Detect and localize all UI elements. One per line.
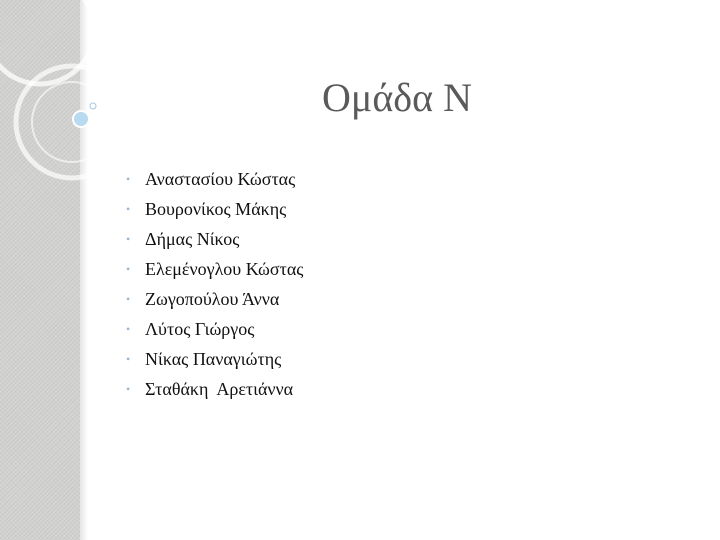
list-item — [126, 254, 303, 284]
blue-bubble-decoration — [73, 111, 89, 127]
list-item-label: Ζωγοπούλου Άννα — [145, 288, 280, 309]
list-item-label: Σταθάκη Αρετιάννα — [145, 378, 294, 399]
list-item — [126, 194, 303, 224]
list-item — [126, 284, 303, 314]
decorative-circles — [0, 0, 130, 240]
bullet-icon: • — [126, 321, 131, 336]
bullet-icon: • — [126, 381, 131, 396]
list-item — [126, 224, 303, 254]
list-item-label: Λύτος Γιώργος — [145, 318, 255, 339]
list-item-label: Αναστασίου Κώστας — [145, 168, 296, 189]
bullet-icon: • — [126, 261, 131, 276]
bullet-icon: • — [126, 291, 131, 306]
list-item — [126, 314, 303, 344]
list-item — [126, 374, 303, 404]
list-item — [126, 344, 303, 374]
list-item-label: Ελεμένογλου Κώστας — [145, 258, 304, 279]
list-item-label: Νίκας Παναγιώτης — [145, 348, 282, 369]
list-item — [126, 164, 303, 194]
bullet-icon: • — [126, 351, 131, 366]
slide-title: Ομάδα Ν — [322, 75, 472, 120]
inner-ring-decoration — [32, 82, 112, 162]
member-list — [126, 164, 303, 404]
list-item-label: Δήμας Νίκος — [145, 228, 240, 249]
small-bubble-decoration — [90, 103, 96, 109]
bullet-icon: • — [126, 171, 131, 186]
list-item-label: Βουρονίκος Μάκης — [145, 198, 287, 219]
bullet-icon: • — [126, 201, 131, 216]
bullet-icon: • — [126, 231, 131, 246]
